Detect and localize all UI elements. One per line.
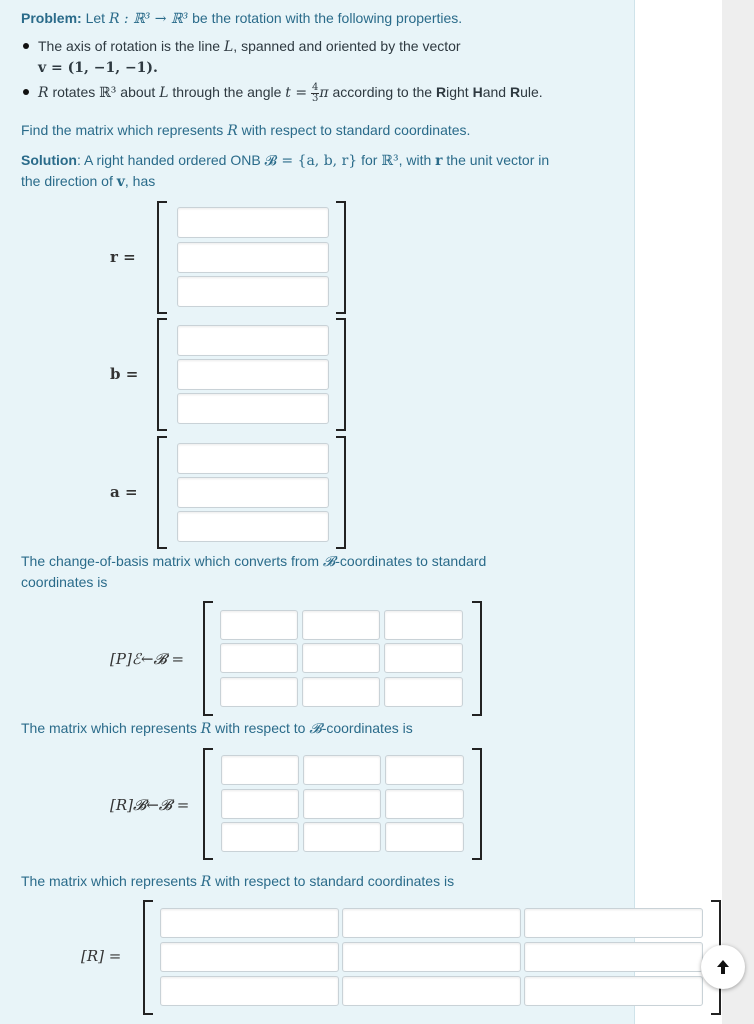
matrix-RB-entry-3-1[interactable] <box>221 822 299 852</box>
matrix-R-label: [R] = <box>81 947 122 965</box>
matrix-RB-entry-1-3[interactable] <box>385 755 464 785</box>
matrix-P-label: [P]ℰ←𝓑 = <box>110 650 185 668</box>
matrix-RB-prefix: The matrix which represents <box>21 720 197 736</box>
vector-r-label: r = <box>110 248 136 266</box>
rule-and: and <box>482 84 507 100</box>
right-bracket <box>336 201 346 314</box>
matrix-R-entry-3-2[interactable] <box>342 976 521 1006</box>
matrix-R-entry-2-2[interactable] <box>342 942 521 972</box>
basis-B: 𝓑 <box>322 554 336 570</box>
rule-R: R <box>435 84 447 100</box>
matrix-RB-entry-1-2[interactable] <box>303 755 381 785</box>
solution-label: Solution <box>21 152 77 168</box>
vector-r: r <box>435 153 443 169</box>
solution-line-1 <box>21 150 549 172</box>
matrix-P-entry-2-2[interactable] <box>302 643 380 673</box>
onb-set: 𝓑 = {a, b, r} <box>264 153 358 169</box>
right-bracket <box>336 436 346 549</box>
angle-numerator: 4 <box>311 81 319 93</box>
vector-a-entry-1[interactable] <box>177 443 329 474</box>
left-bracket <box>203 748 213 860</box>
right-bracket <box>472 601 482 716</box>
angle-pi: π <box>319 85 329 101</box>
vector-a-entry-2[interactable] <box>177 477 329 508</box>
left-bracket <box>203 601 213 716</box>
through-angle: through the angle <box>172 84 282 100</box>
vector-b-entry-3[interactable] <box>177 393 329 424</box>
matrix-R-entry-3-3[interactable] <box>524 976 703 1006</box>
matrix-R-entry-1-2[interactable] <box>342 908 521 938</box>
angle-denominator: 3 <box>311 92 319 104</box>
matrix-RB-entry-3-2[interactable] <box>303 822 381 852</box>
matrix-RB-mid: with respect to <box>215 720 306 736</box>
matrix-RB-entry-2-2[interactable] <box>303 789 381 819</box>
bullet-dot <box>23 43 29 49</box>
matrix-R-text <box>21 871 454 893</box>
right-gutter <box>722 0 754 1024</box>
rule-H: H <box>472 84 483 100</box>
vector-b-label: b = <box>110 365 139 383</box>
vector-r-entry-2[interactable] <box>177 242 329 273</box>
change-basis-text-2: coordinates is <box>21 574 108 590</box>
basis-B: 𝓑 <box>309 721 322 737</box>
bullet-axis-prefix: The axis of rotation is the line <box>38 38 221 54</box>
rotates-word: rotates <box>52 84 96 100</box>
find-prefix: Find the matrix which represents <box>21 122 224 138</box>
scroll-to-top-button[interactable] <box>701 945 745 989</box>
solution-text-1: : A right handed ordered ONB <box>77 152 261 168</box>
solution-text-3: , with <box>398 152 432 168</box>
bullet-axis-suffix: , spanned and oriented by the vector <box>233 38 461 54</box>
solution-text-4: the unit vector in <box>446 152 550 168</box>
matrix-R-entry-1-1[interactable] <box>160 908 339 938</box>
vector-a-entry-3[interactable] <box>177 511 329 542</box>
left-bracket <box>143 900 153 1015</box>
matrix-P-entry-2-1[interactable] <box>220 643 298 673</box>
rule-ight: ight <box>446 84 469 100</box>
space-R3: ℝ³ <box>99 85 117 101</box>
matrix-P-entry-2-3[interactable] <box>384 643 463 673</box>
matrix-RB-suffix: -coordinates is <box>321 720 413 736</box>
bullet-rotation <box>38 82 543 104</box>
matrix-P-entry-3-1[interactable] <box>220 677 298 707</box>
line-L: L <box>159 85 169 101</box>
matrix-RB-R: R <box>200 721 212 737</box>
arrow-up-icon <box>716 959 730 975</box>
matrix-P-entry-1-3[interactable] <box>384 610 463 640</box>
find-suffix: with respect to standard coordinates. <box>241 122 471 138</box>
vector-r-entry-3[interactable] <box>177 276 329 307</box>
change-basis-text <box>21 551 486 573</box>
vector-r-entry-1[interactable] <box>177 207 329 238</box>
problem-label: Problem: <box>21 10 82 26</box>
matrix-RB-entry-3-3[interactable] <box>385 822 464 852</box>
vector-b-entry-1[interactable] <box>177 325 329 356</box>
vector-a-label: a = <box>110 483 138 501</box>
rule-ule: ule. <box>520 84 543 100</box>
vector-b-entry-2[interactable] <box>177 359 329 390</box>
angle-variable: t = <box>285 85 308 101</box>
matrix-R-R: R <box>200 874 212 890</box>
matrix-P-entry-1-2[interactable] <box>302 610 380 640</box>
matrix-R-entry-1-3[interactable] <box>524 908 703 938</box>
left-bracket <box>157 318 167 431</box>
solution-line-2-suffix: , has <box>124 173 156 189</box>
matrix-P-entry-3-2[interactable] <box>302 677 380 707</box>
change-basis-suffix: -coordinates to standard <box>335 553 487 569</box>
line-L: L <box>224 39 234 55</box>
problem-intro-prefix: Let <box>85 10 106 26</box>
problem-intro-suffix: be the rotation with the following properties. <box>192 10 463 26</box>
vector-definition: v = (1, −1, −1). <box>38 60 158 76</box>
rotation-R: R <box>38 85 49 101</box>
matrix-RB-entry-2-1[interactable] <box>221 789 299 819</box>
left-bracket <box>157 201 167 314</box>
bullet-axis <box>38 36 461 58</box>
space-R3: ℝ³ <box>381 153 399 169</box>
matrix-R-entry-3-1[interactable] <box>160 976 339 1006</box>
according-to: according to the <box>332 84 433 100</box>
matrix-R-suffix: with respect to standard coordinates is <box>215 873 455 889</box>
solution-line-2 <box>21 171 155 193</box>
bullet-dot <box>23 89 29 95</box>
right-bracket <box>336 318 346 431</box>
problem-intro <box>21 8 462 30</box>
matrix-R-entry-2-3[interactable] <box>524 942 703 972</box>
rotation-map: R : ℝ³ → ℝ³ <box>108 11 189 27</box>
solution-text-2: for <box>361 152 378 168</box>
matrix-RB-entry-2-3[interactable] <box>385 789 464 819</box>
find-R: R <box>227 123 238 139</box>
matrix-P-entry-1-1[interactable] <box>220 610 298 640</box>
about-word: about <box>120 84 156 100</box>
change-basis-prefix: The change-of-basis matrix which converts from <box>21 553 319 569</box>
find-matrix-text <box>21 120 470 142</box>
right-bracket <box>472 748 482 860</box>
matrix-R-entry-2-1[interactable] <box>160 942 339 972</box>
solution-line-2-prefix: the direction of <box>21 173 113 189</box>
matrix-P-entry-3-3[interactable] <box>384 677 463 707</box>
matrix-RB-entry-1-1[interactable] <box>221 755 299 785</box>
rule-Ru: R <box>509 84 521 100</box>
vector-v: v <box>116 174 125 190</box>
matrix-RB-text <box>21 718 413 740</box>
matrix-RB-label: [R]𝓑←𝓑 = <box>110 796 190 814</box>
left-bracket <box>157 436 167 549</box>
matrix-R-prefix: The matrix which represents <box>21 873 197 889</box>
